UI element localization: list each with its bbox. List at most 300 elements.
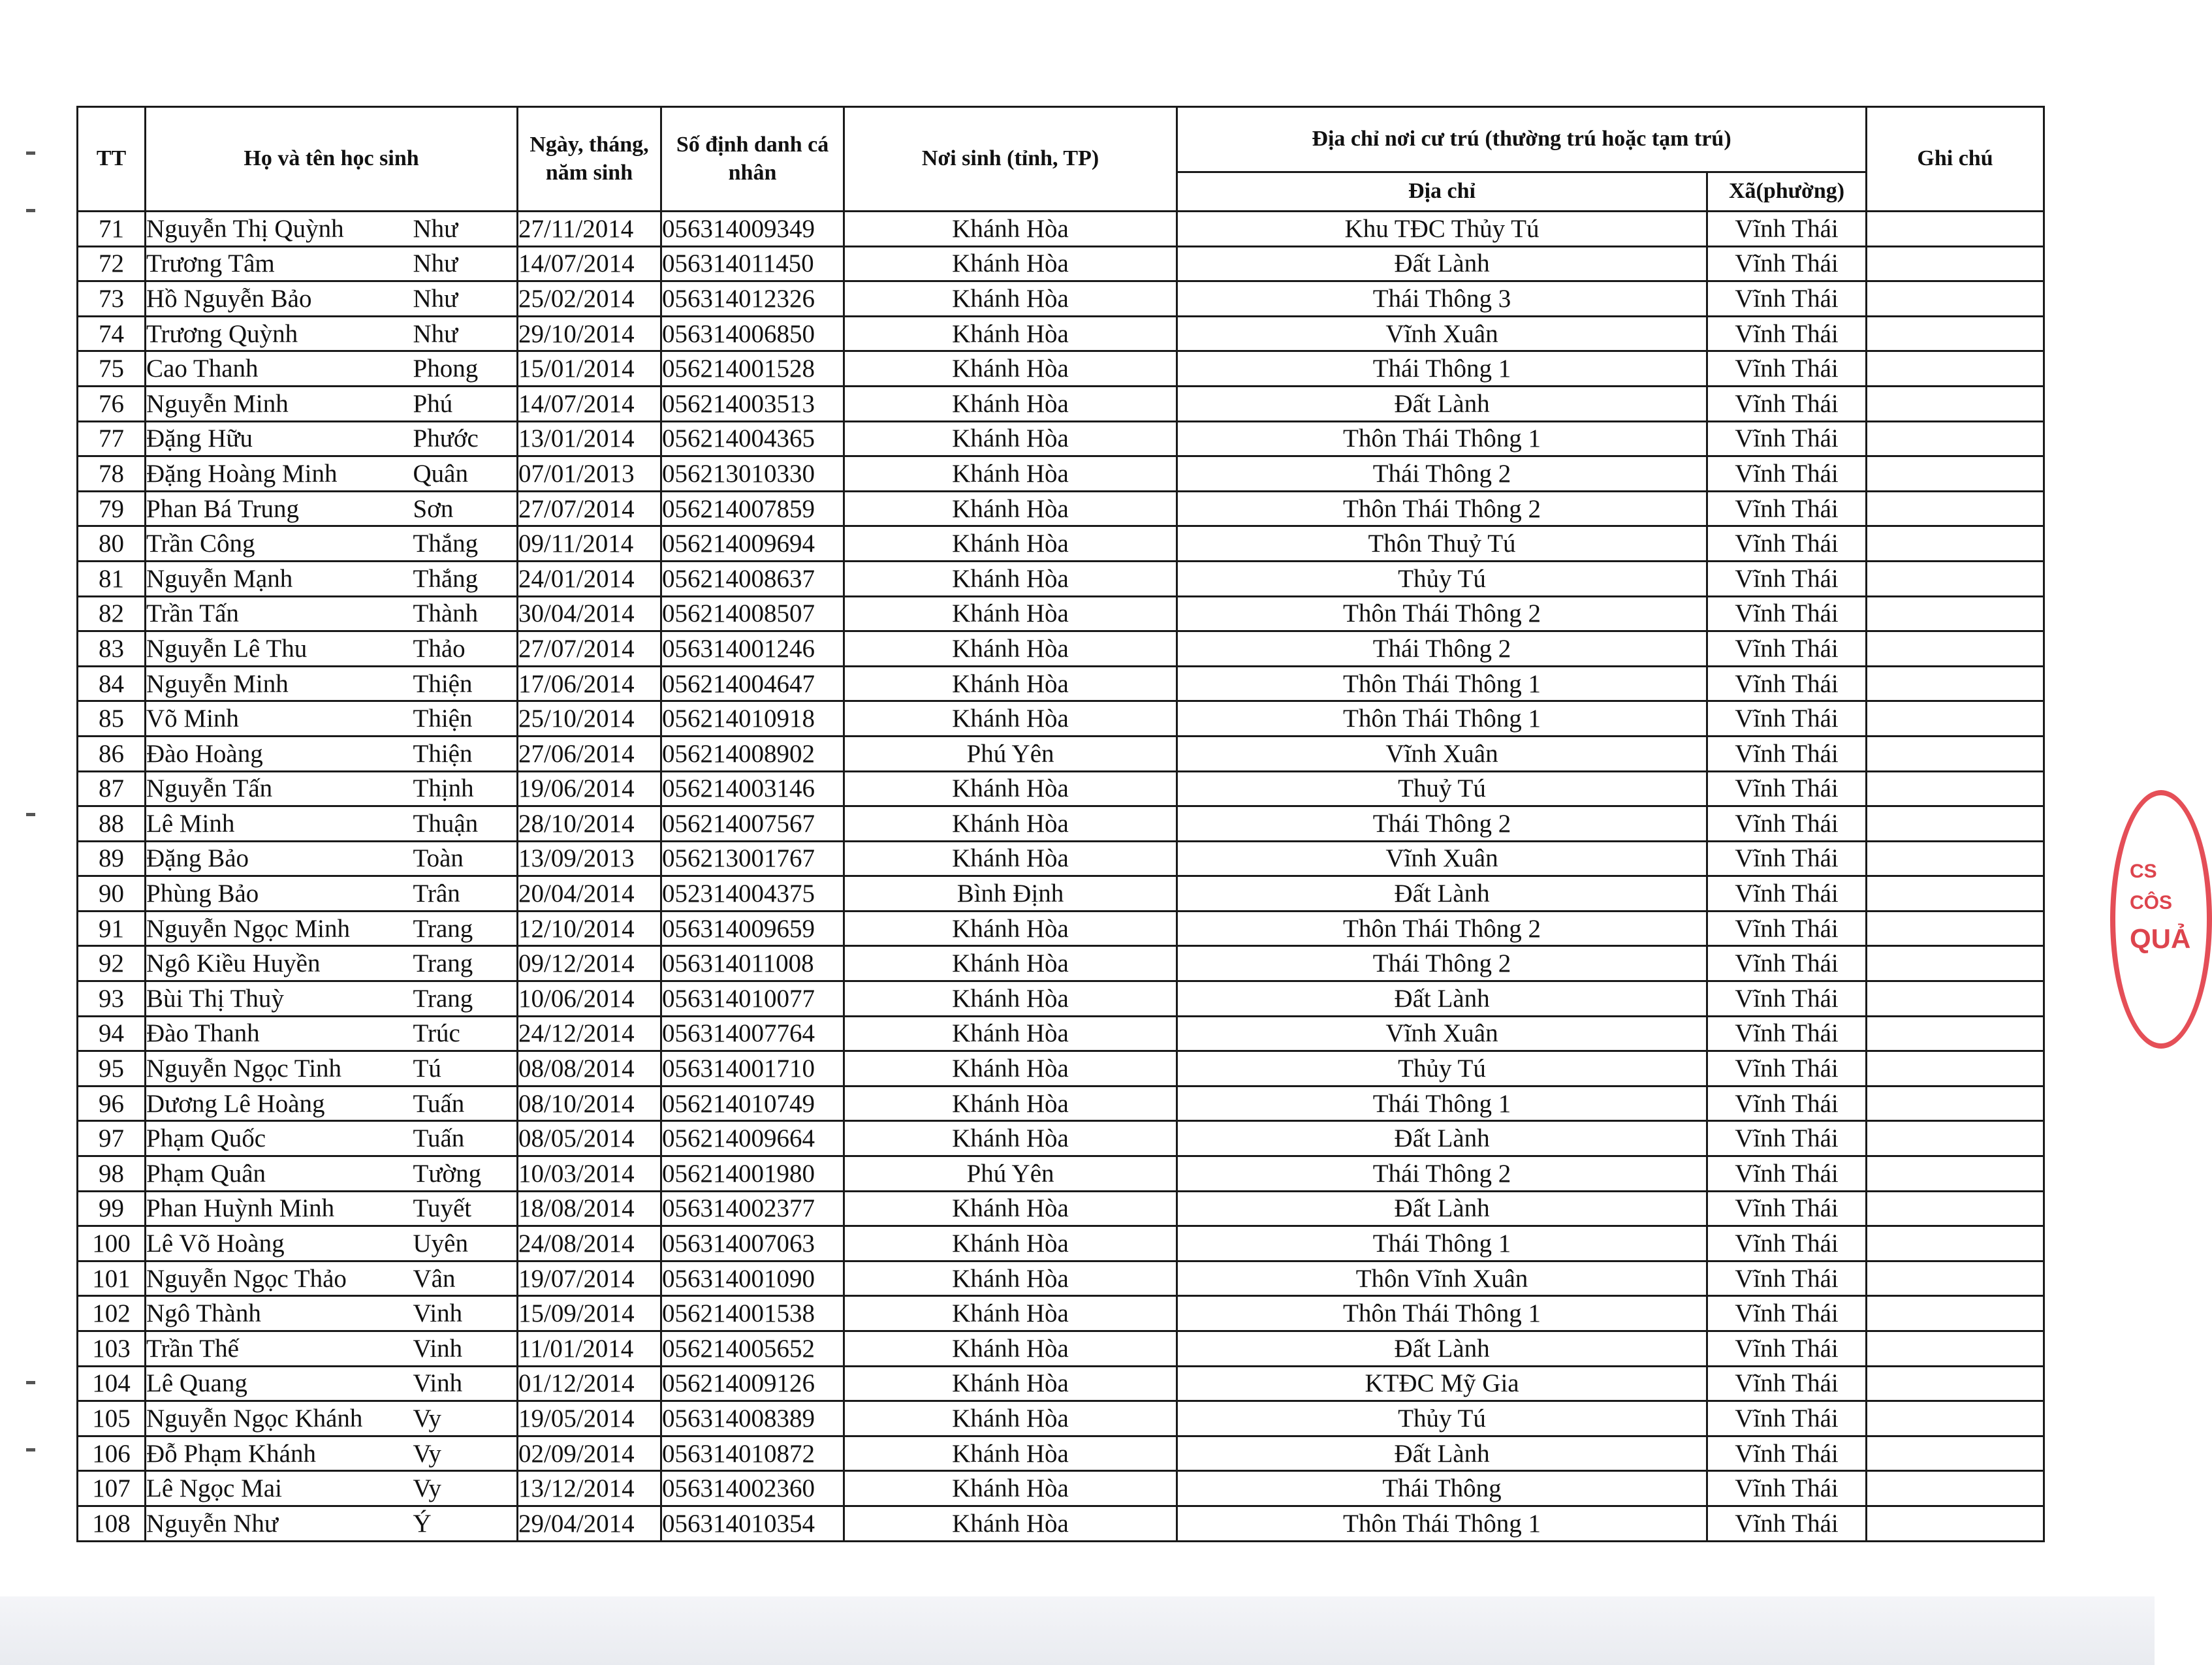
address: Thôn Thái Thông 2 — [1177, 911, 1707, 946]
date-of-birth: 13/09/2013 — [518, 841, 661, 876]
row-number: 90 — [78, 876, 146, 912]
note-cell — [1867, 771, 2044, 806]
official-seal-stamp — [2110, 790, 2212, 1049]
table-row — [78, 491, 2044, 526]
date-of-birth: 25/02/2014 — [518, 281, 661, 317]
date-of-birth: 08/10/2014 — [518, 1086, 661, 1121]
address: Khu TĐC Thủy Tú — [1177, 212, 1707, 247]
ward: Vĩnh Thái — [1707, 1086, 1867, 1121]
birthplace: Khánh Hòa — [844, 316, 1177, 351]
birthplace: Khánh Hòa — [844, 212, 1177, 247]
personal-id: 056214008902 — [661, 736, 844, 771]
personal-id: 056214008507 — [661, 596, 844, 631]
student-surname: Phạm Quân — [146, 1156, 413, 1192]
birthplace: Khánh Hòa — [844, 1506, 1177, 1541]
row-number: 87 — [78, 771, 146, 806]
note-cell — [1867, 351, 2044, 387]
address: Thái Thông 2 — [1177, 631, 1707, 667]
note-cell — [1867, 246, 2044, 281]
note-cell — [1867, 1051, 2044, 1086]
note-cell — [1867, 1156, 2044, 1192]
address: Vĩnh Xuân — [1177, 736, 1707, 771]
birthplace: Khánh Hòa — [844, 1436, 1177, 1471]
student-given-name: Tuấn — [413, 1121, 518, 1156]
personal-id: 056314007063 — [661, 1226, 844, 1261]
punch-mark — [26, 151, 35, 155]
date-of-birth: 10/06/2014 — [518, 981, 661, 1017]
roster-body — [78, 212, 2044, 1542]
birthplace: Khánh Hòa — [844, 526, 1177, 562]
date-of-birth: 10/03/2014 — [518, 1156, 661, 1192]
student-given-name: Ý — [413, 1506, 518, 1541]
date-of-birth: 19/06/2014 — [518, 771, 661, 806]
note-cell — [1867, 631, 2044, 667]
date-of-birth: 19/07/2014 — [518, 1261, 661, 1296]
student-surname: Trần Tấn — [146, 596, 413, 631]
note-cell — [1867, 841, 2044, 876]
birthplace: Khánh Hòa — [844, 631, 1177, 667]
birthplace: Khánh Hòa — [844, 1471, 1177, 1506]
student-surname: Phan Huỳnh Minh — [146, 1191, 413, 1226]
table-row — [78, 1261, 2044, 1296]
student-given-name: Trân — [413, 876, 518, 912]
note-cell — [1867, 1331, 2044, 1367]
student-surname: Nguyễn Minh — [146, 386, 413, 421]
student-surname: Nguyễn Mạnh — [146, 561, 413, 596]
personal-id: 056213001767 — [661, 841, 844, 876]
address: Thuỷ Tú — [1177, 771, 1707, 806]
personal-id: 056314010872 — [661, 1436, 844, 1471]
row-number: 96 — [78, 1086, 146, 1121]
personal-id: 056214009126 — [661, 1366, 844, 1401]
personal-id: 056214001538 — [661, 1296, 844, 1331]
date-of-birth: 15/09/2014 — [518, 1296, 661, 1331]
address: Đất Lành — [1177, 981, 1707, 1017]
header-ward: Xã(phường) — [1707, 172, 1867, 212]
note-cell — [1867, 666, 2044, 701]
ward: Vĩnh Thái — [1707, 1331, 1867, 1367]
address: Thôn Thái Thông 2 — [1177, 491, 1707, 526]
ward: Vĩnh Thái — [1707, 806, 1867, 842]
row-number: 85 — [78, 701, 146, 737]
student-given-name: Phú — [413, 386, 518, 421]
date-of-birth: 24/08/2014 — [518, 1226, 661, 1261]
table-row — [78, 701, 2044, 737]
stamp-text: QUẢ — [2130, 923, 2191, 954]
row-number: 88 — [78, 806, 146, 842]
table-row — [78, 351, 2044, 387]
address: Vĩnh Xuân — [1177, 841, 1707, 876]
punch-mark — [26, 813, 35, 816]
note-cell — [1867, 876, 2044, 912]
row-number: 93 — [78, 981, 146, 1017]
address: Thái Thông 1 — [1177, 1226, 1707, 1261]
date-of-birth: 07/01/2013 — [518, 456, 661, 492]
table-row — [78, 841, 2044, 876]
table-row — [78, 526, 2044, 562]
student-surname: Đào Hoàng — [146, 736, 413, 771]
ward: Vĩnh Thái — [1707, 946, 1867, 981]
note-cell — [1867, 1506, 2044, 1541]
address: Đất Lành — [1177, 1191, 1707, 1226]
address: Thủy Tú — [1177, 1051, 1707, 1086]
table-row — [78, 1226, 2044, 1261]
ward: Vĩnh Thái — [1707, 666, 1867, 701]
date-of-birth: 09/11/2014 — [518, 526, 661, 562]
row-number: 80 — [78, 526, 146, 562]
date-of-birth: 09/12/2014 — [518, 946, 661, 981]
note-cell — [1867, 596, 2044, 631]
student-given-name: Tú — [413, 1051, 518, 1086]
ward: Vĩnh Thái — [1707, 596, 1867, 631]
address: Thôn Thuỷ Tú — [1177, 526, 1707, 562]
personal-id: 056314001246 — [661, 631, 844, 667]
birthplace: Khánh Hòa — [844, 841, 1177, 876]
student-surname: Nguyễn Thị Quỳnh — [146, 212, 413, 247]
personal-id: 056214005652 — [661, 1331, 844, 1367]
note-cell — [1867, 1261, 2044, 1296]
date-of-birth: 14/07/2014 — [518, 386, 661, 421]
header-address: Địa chỉ — [1177, 172, 1707, 212]
date-of-birth: 30/04/2014 — [518, 596, 661, 631]
note-cell — [1867, 1401, 2044, 1436]
student-surname: Trương Quỳnh — [146, 316, 413, 351]
address: KTĐC Mỹ Gia — [1177, 1366, 1707, 1401]
date-of-birth: 17/06/2014 — [518, 666, 661, 701]
birthplace: Khánh Hòa — [844, 981, 1177, 1017]
date-of-birth: 19/05/2014 — [518, 1401, 661, 1436]
student-given-name: Tường — [413, 1156, 518, 1192]
personal-id: 052314004375 — [661, 876, 844, 912]
row-number: 89 — [78, 841, 146, 876]
table-row — [78, 876, 2044, 912]
table-row — [78, 212, 2044, 247]
ward: Vĩnh Thái — [1707, 1121, 1867, 1156]
student-given-name: Trang — [413, 981, 518, 1017]
birthplace: Khánh Hòa — [844, 1121, 1177, 1156]
header-student-name: Họ và tên học sinh — [146, 107, 518, 212]
table-row — [78, 1471, 2044, 1506]
student-given-name: Thiện — [413, 701, 518, 737]
ward: Vĩnh Thái — [1707, 771, 1867, 806]
note-cell — [1867, 281, 2044, 317]
personal-id: 056314010077 — [661, 981, 844, 1017]
note-cell — [1867, 526, 2044, 562]
date-of-birth: 29/04/2014 — [518, 1506, 661, 1541]
ward: Vĩnh Thái — [1707, 1366, 1867, 1401]
ward: Vĩnh Thái — [1707, 456, 1867, 492]
date-of-birth: 18/08/2014 — [518, 1191, 661, 1226]
personal-id: 056314011450 — [661, 246, 844, 281]
date-of-birth: 27/11/2014 — [518, 212, 661, 247]
ward: Vĩnh Thái — [1707, 421, 1867, 456]
personal-id: 056214001980 — [661, 1156, 844, 1192]
row-number: 74 — [78, 316, 146, 351]
student-surname: Lê Quang — [146, 1366, 413, 1401]
student-surname: Lê Ngọc Mai — [146, 1471, 413, 1506]
ward: Vĩnh Thái — [1707, 212, 1867, 247]
personal-id: 056214001528 — [661, 351, 844, 387]
table-row — [78, 1016, 2044, 1051]
personal-id: 056314011008 — [661, 946, 844, 981]
address: Đất Lành — [1177, 1331, 1707, 1367]
ward: Vĩnh Thái — [1707, 841, 1867, 876]
note-cell — [1867, 1366, 2044, 1401]
personal-id: 056214009664 — [661, 1121, 844, 1156]
table-row — [78, 1296, 2044, 1331]
birthplace: Khánh Hòa — [844, 351, 1177, 387]
student-surname: Nguyễn Ngọc Minh — [146, 911, 413, 946]
note-cell — [1867, 911, 2044, 946]
row-number: 108 — [78, 1506, 146, 1541]
personal-id: 056314002360 — [661, 1471, 844, 1506]
birthplace: Khánh Hòa — [844, 666, 1177, 701]
ward: Vĩnh Thái — [1707, 561, 1867, 596]
ward: Vĩnh Thái — [1707, 1471, 1867, 1506]
student-given-name: Vinh — [413, 1331, 518, 1367]
address: Đất Lành — [1177, 386, 1707, 421]
header-residence: Địa chỉ nơi cư trú (thường trú hoặc tạm trú) — [1177, 107, 1867, 172]
table-row — [78, 1156, 2044, 1192]
table-row — [78, 1051, 2044, 1086]
personal-id: 056214003146 — [661, 771, 844, 806]
ward: Vĩnh Thái — [1707, 1296, 1867, 1331]
scan-top-margin — [0, 0, 2155, 69]
address: Thái Thông — [1177, 1471, 1707, 1506]
student-surname: Nguyễn Lê Thu — [146, 631, 413, 667]
note-cell — [1867, 946, 2044, 981]
row-number: 71 — [78, 212, 146, 247]
student-surname: Phạm Quốc — [146, 1121, 413, 1156]
student-given-name: Thắng — [413, 561, 518, 596]
row-number: 86 — [78, 736, 146, 771]
date-of-birth: 15/01/2014 — [518, 351, 661, 387]
row-number: 75 — [78, 351, 146, 387]
address: Vĩnh Xuân — [1177, 316, 1707, 351]
row-number: 73 — [78, 281, 146, 317]
row-number: 82 — [78, 596, 146, 631]
note-cell — [1867, 1436, 2044, 1471]
table-row — [78, 911, 2044, 946]
address: Thái Thông 2 — [1177, 806, 1707, 842]
row-number: 104 — [78, 1366, 146, 1401]
table-row — [78, 421, 2044, 456]
student-surname: Nguyễn Ngọc Thảo — [146, 1261, 413, 1296]
date-of-birth: 08/08/2014 — [518, 1051, 661, 1086]
row-number: 105 — [78, 1401, 146, 1436]
birthplace: Khánh Hòa — [844, 421, 1177, 456]
student-given-name: Phong — [413, 351, 518, 387]
ward: Vĩnh Thái — [1707, 876, 1867, 912]
stamp-text: CS — [2130, 861, 2157, 882]
address: Thôn Thái Thông 2 — [1177, 596, 1707, 631]
student-given-name: Vân — [413, 1261, 518, 1296]
student-given-name: Tuấn — [413, 1086, 518, 1121]
date-of-birth: 28/10/2014 — [518, 806, 661, 842]
table-row — [78, 1191, 2044, 1226]
birthplace: Khánh Hòa — [844, 1401, 1177, 1436]
personal-id: 056314002377 — [661, 1191, 844, 1226]
birthplace: Bình Định — [844, 876, 1177, 912]
table-row — [78, 456, 2044, 492]
student-surname: Võ Minh — [146, 701, 413, 737]
birthplace: Khánh Hòa — [844, 386, 1177, 421]
ward: Vĩnh Thái — [1707, 911, 1867, 946]
date-of-birth: 12/10/2014 — [518, 911, 661, 946]
date-of-birth: 25/10/2014 — [518, 701, 661, 737]
note-cell — [1867, 316, 2044, 351]
birthplace: Khánh Hòa — [844, 1191, 1177, 1226]
student-given-name: Sơn — [413, 491, 518, 526]
address: Thôn Thái Thông 1 — [1177, 1506, 1707, 1541]
ward: Vĩnh Thái — [1707, 1401, 1867, 1436]
stamp-text: CÔS — [2130, 892, 2173, 913]
address: Đất Lành — [1177, 1436, 1707, 1471]
birthplace: Khánh Hòa — [844, 911, 1177, 946]
ward: Vĩnh Thái — [1707, 386, 1867, 421]
date-of-birth: 24/12/2014 — [518, 1016, 661, 1051]
personal-id: 056314009659 — [661, 911, 844, 946]
header-personal-id: Số định danh cá nhân — [661, 107, 844, 212]
student-given-name: Vy — [413, 1401, 518, 1436]
table-row — [78, 561, 2044, 596]
personal-id: 056214008637 — [661, 561, 844, 596]
note-cell — [1867, 736, 2044, 771]
student-given-name: Thuận — [413, 806, 518, 842]
address: Thái Thông 1 — [1177, 1086, 1707, 1121]
address: Thôn Thái Thông 1 — [1177, 1296, 1707, 1331]
student-given-name: Uyên — [413, 1226, 518, 1261]
note-cell — [1867, 386, 2044, 421]
ward: Vĩnh Thái — [1707, 631, 1867, 667]
personal-id: 056214007859 — [661, 491, 844, 526]
ward: Vĩnh Thái — [1707, 1016, 1867, 1051]
address: Thôn Thái Thông 1 — [1177, 421, 1707, 456]
birthplace: Khánh Hòa — [844, 1051, 1177, 1086]
student-surname: Nguyễn Ngọc Tinh — [146, 1051, 413, 1086]
personal-id: 056314010354 — [661, 1506, 844, 1541]
birthplace: Khánh Hòa — [844, 1261, 1177, 1296]
birthplace: Khánh Hòa — [844, 1296, 1177, 1331]
row-number: 99 — [78, 1191, 146, 1226]
ward: Vĩnh Thái — [1707, 281, 1867, 317]
ward: Vĩnh Thái — [1707, 1506, 1867, 1541]
note-cell — [1867, 1016, 2044, 1051]
address: Thái Thông 2 — [1177, 456, 1707, 492]
student-surname: Trần Công — [146, 526, 413, 562]
address: Thái Thông 3 — [1177, 281, 1707, 317]
table-row — [78, 631, 2044, 667]
student-surname: Nguyễn Tấn — [146, 771, 413, 806]
note-cell — [1867, 1121, 2044, 1156]
punch-mark — [26, 1448, 35, 1451]
note-cell — [1867, 701, 2044, 737]
student-surname: Phan Bá Trung — [146, 491, 413, 526]
student-surname: Đặng Hoàng Minh — [146, 456, 413, 492]
student-given-name: Thành — [413, 596, 518, 631]
student-surname: Nguyễn Ngọc Khánh — [146, 1401, 413, 1436]
note-cell — [1867, 806, 2044, 842]
student-given-name: Như — [413, 212, 518, 247]
row-number: 102 — [78, 1296, 146, 1331]
punch-mark — [26, 209, 35, 212]
date-of-birth: 24/01/2014 — [518, 561, 661, 596]
table-row — [78, 1121, 2044, 1156]
personal-id: 056314007764 — [661, 1016, 844, 1051]
student-surname: Phùng Bảo — [146, 876, 413, 912]
date-of-birth: 01/12/2014 — [518, 1366, 661, 1401]
birthplace: Khánh Hòa — [844, 1331, 1177, 1367]
row-number: 81 — [78, 561, 146, 596]
student-given-name: Như — [413, 281, 518, 317]
birthplace: Khánh Hòa — [844, 246, 1177, 281]
row-number: 83 — [78, 631, 146, 667]
student-given-name: Thiện — [413, 666, 518, 701]
table-row — [78, 981, 2044, 1017]
ward: Vĩnh Thái — [1707, 701, 1867, 737]
ward: Vĩnh Thái — [1707, 736, 1867, 771]
row-number: 72 — [78, 246, 146, 281]
personal-id: 056214009694 — [661, 526, 844, 562]
table-row — [78, 246, 2044, 281]
punch-mark — [26, 1381, 35, 1384]
table-row — [78, 1506, 2044, 1541]
row-number: 79 — [78, 491, 146, 526]
personal-id: 056314006850 — [661, 316, 844, 351]
table-row — [78, 1436, 2044, 1471]
student-surname: Hồ Nguyễn Bảo — [146, 281, 413, 317]
date-of-birth: 02/09/2014 — [518, 1436, 661, 1471]
birthplace: Khánh Hòa — [844, 596, 1177, 631]
student-surname: Lê Minh — [146, 806, 413, 842]
row-number: 91 — [78, 911, 146, 946]
student-surname: Trương Tâm — [146, 246, 413, 281]
personal-id: 056214007567 — [661, 806, 844, 842]
table-row — [78, 806, 2044, 842]
student-surname: Bùi Thị Thuỳ — [146, 981, 413, 1017]
table-row — [78, 946, 2044, 981]
row-number: 101 — [78, 1261, 146, 1296]
header-note: Ghi chú — [1867, 107, 2044, 212]
table-row — [78, 1366, 2044, 1401]
row-number: 100 — [78, 1226, 146, 1261]
address: Thái Thông 2 — [1177, 1156, 1707, 1192]
birthplace: Khánh Hòa — [844, 281, 1177, 317]
note-cell — [1867, 981, 2044, 1017]
note-cell — [1867, 456, 2044, 492]
note-cell — [1867, 561, 2044, 596]
row-number: 107 — [78, 1471, 146, 1506]
birthplace: Phú Yên — [844, 1156, 1177, 1192]
student-surname: Nguyễn Như — [146, 1506, 413, 1541]
table-row — [78, 281, 2044, 317]
row-number: 78 — [78, 456, 146, 492]
ward: Vĩnh Thái — [1707, 1226, 1867, 1261]
personal-id: 056213010330 — [661, 456, 844, 492]
table-row — [78, 666, 2044, 701]
address: Đất Lành — [1177, 246, 1707, 281]
address: Thôn Thái Thông 1 — [1177, 701, 1707, 737]
ward: Vĩnh Thái — [1707, 981, 1867, 1017]
birthplace: Khánh Hòa — [844, 561, 1177, 596]
row-number: 95 — [78, 1051, 146, 1086]
date-of-birth: 08/05/2014 — [518, 1121, 661, 1156]
date-of-birth: 27/06/2014 — [518, 736, 661, 771]
address: Đất Lành — [1177, 876, 1707, 912]
row-number: 92 — [78, 946, 146, 981]
personal-id: 056214004647 — [661, 666, 844, 701]
note-cell — [1867, 212, 2044, 247]
